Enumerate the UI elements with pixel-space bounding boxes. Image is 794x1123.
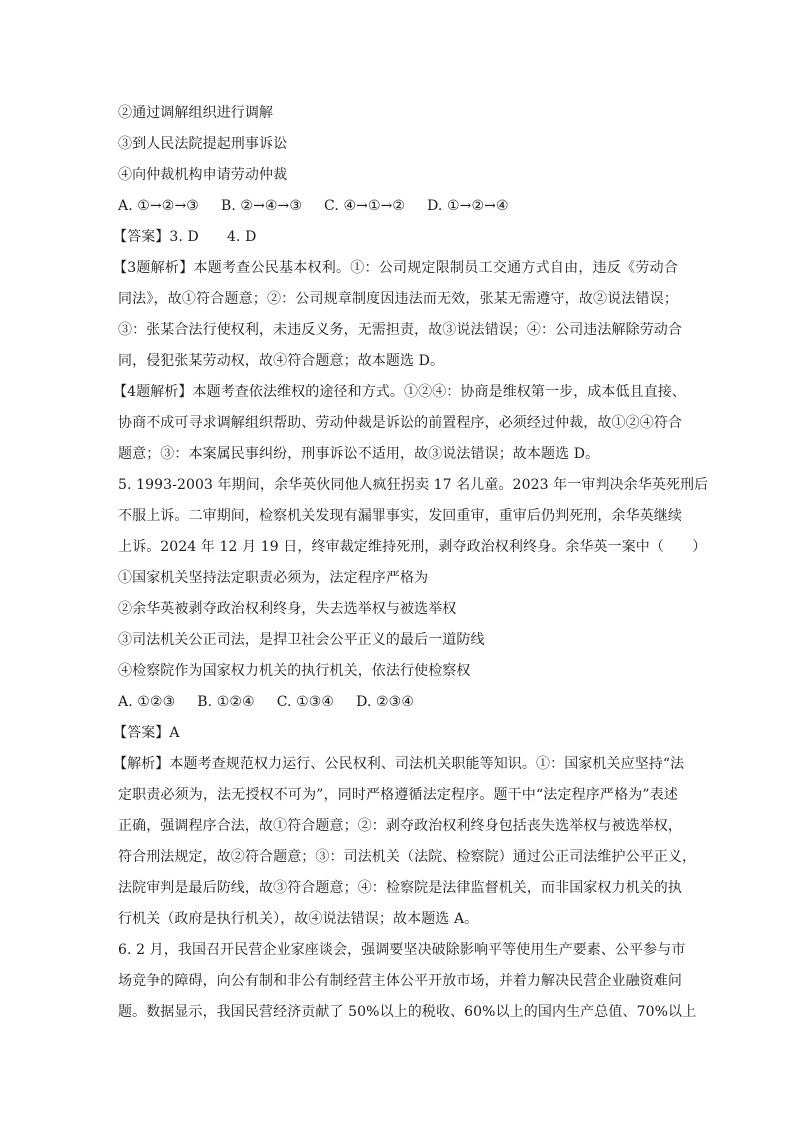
- q4-option-4: ④向仲裁机构申请劳动仲裁: [118, 167, 288, 183]
- answer-5: 【答案】A: [113, 725, 180, 741]
- analysis-3-line: 【3题解析】本题考查公民基本权利。①：公司规定限制员工交通方式自由，违反《劳动合: [113, 260, 678, 276]
- analysis-5-line: 定职责必须为，法无授权不可为”，同时严格遵循法定程序。题干中“法定程序严格为”表述: [118, 787, 678, 803]
- analysis-4-line: 题意；③：本案属民事纠纷，刑事诉讼不适用，故③说法错误；故本题选 D。: [118, 446, 600, 462]
- analysis-4-line: 协商不成可寻求调解组织帮助、劳动仲裁是诉讼的前置程序，必须经过仲裁，故①②④符合: [118, 415, 682, 431]
- q4-choice-c: C. ④→①→②: [324, 198, 406, 214]
- analysis-5-line: 符合刑法规定，故②符合题意；③：司法机关（法院、检察院）通过公正司法维护公平正义，: [118, 849, 697, 865]
- q4-choices: [118, 196, 678, 216]
- q6-stem-line: 题。数据显示，我国民营经济贡献了 50%以上的税收、60%以上的国内生产总值、70%以上: [118, 1004, 697, 1020]
- q5-option-3: ③司法机关公正司法，是捍卫社会公平正义的最后一道防线: [118, 632, 485, 648]
- q6-stem-line: 6. 2 月，我国召开民营企业家座谈会，强调要坚决破除影响平等使用生产要素、公平参与市: [118, 942, 686, 958]
- answer-3-4: 【答案】3. D 4. D: [113, 229, 257, 245]
- q4-choice-d: D. ①→②→④: [427, 198, 509, 214]
- q5-stem-line: 5. 1993-2003 年期间，余华英伙同他人疯狂拐卖 17 名儿童。2023 年一审判决余华英死刑后: [118, 477, 709, 493]
- q5-choice-c: C. ①③④: [276, 694, 335, 710]
- analysis-5-line: 法院审判是最后防线，故③符合题意；④：检察院是法律监督机关，而非国家权力机关的执: [118, 880, 682, 896]
- analysis-5-line: 正确，强调程序合法，故①符合题意；②：剥夺政治权利终身包括丧失选举权与被选举权，: [118, 818, 682, 834]
- analysis-5-line: 【解析】本题考查规范权力运行、公民权利、司法机关职能等知识。①：国家机关应坚持“法: [113, 756, 685, 772]
- q4-option-2: ②通过调解组织进行调解: [118, 105, 274, 121]
- analysis-5-line: 行机关（政府是执行机关），故④说法错误；故本题选 A。: [118, 911, 479, 927]
- q5-choice-d: D. ②③④: [356, 694, 414, 710]
- analysis-3-line: 同，侵犯张某劳动权，故④符合题意；故本题选 D。: [118, 353, 445, 369]
- q5-choice-b: B. ①②④: [197, 694, 255, 710]
- q4-choice-a: A. ①→②→③: [118, 198, 199, 214]
- analysis-3-line: ③：张某合法行使权利，未违反义务，无需担责，故③说法错误；④：公司违法解除劳动合: [118, 322, 682, 338]
- q5-option-2: ②余华英被剥夺政治权利终身，失去选举权与被选举权: [118, 601, 457, 617]
- q5-choice-a: A. ①②③: [118, 694, 176, 710]
- q5-choices: [118, 692, 678, 712]
- analysis-3-line: 同法》，故①符合题意；②：公司规章制度因违法而无效，张某无需遵守，故②说法错误；: [118, 291, 678, 307]
- q6-stem-line: 场竞争的障碍，向公有制和非公有制经营主体公平开放市场，并着力解决民营企业融资难问: [118, 973, 682, 989]
- q5-option-1: ①国家机关坚持法定职责必须为，法定程序严格为: [118, 570, 429, 586]
- q5-stem-line: 不服上诉。二审期间，检察机关发现有漏罪事实，发回重审，重审后仍判死刑，余华英继续: [118, 508, 682, 524]
- analysis-4-line: 【4题解析】本题考查依法维权的途径和方式。①②④：协商是维权第一步，成本低且直接、: [113, 384, 687, 400]
- q5-stem-line: 上诉。2024 年 12 月 19 日，终审裁定维持死刑，剥夺政治权利终身。余华英一案中（ ）: [118, 539, 707, 555]
- q4-option-3: ③到人民法院提起刑事诉讼: [118, 136, 288, 152]
- q5-option-4: ④检察院作为国家权力机关的执行机关，依法行使检察权: [118, 663, 471, 679]
- q4-choice-b: B. ②→④→③: [220, 198, 303, 214]
